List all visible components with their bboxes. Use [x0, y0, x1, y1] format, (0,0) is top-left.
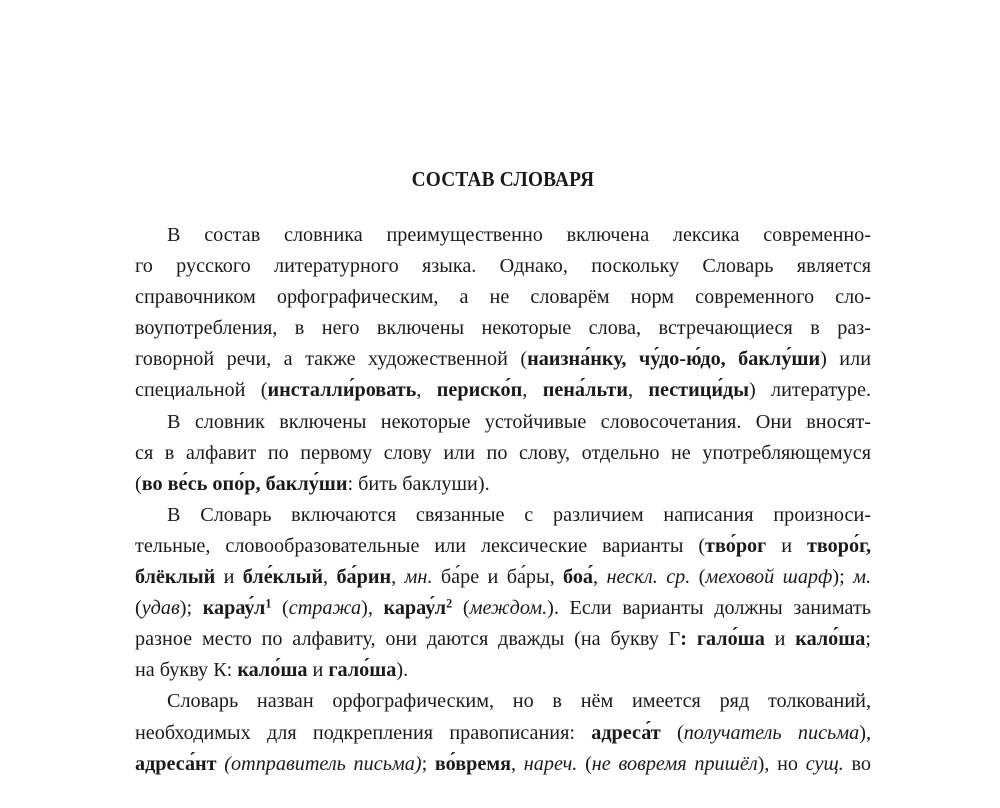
gloss: меховой шарф: [705, 566, 833, 589]
headword: пестици́ды: [648, 379, 749, 402]
gloss: удав: [141, 597, 180, 620]
headword: периско́п: [436, 379, 523, 402]
headword: адреса́нт: [135, 752, 217, 775]
text-line: адреса́нт (отправитель письма); во́время, нареч. (не вовремя пришёл), но сущ. во: [135, 752, 871, 775]
homonym-index: 1: [265, 596, 272, 611]
text-line: на букву К: кало́ша и гало́ша).: [135, 659, 409, 682]
paragraph-4: [135, 686, 871, 779]
text-line: воупотребления, в него включены некоторые слова, встречающиеся в раз-: [135, 317, 871, 340]
headword: карау́л: [383, 597, 447, 620]
grammar-note: нареч.: [523, 752, 578, 775]
text-line: тельные, словообразовательные или лексические варианты (тво́рог и творо́г,: [135, 534, 871, 557]
text-line: необходимых для подкрепления правописания: адреса́т (получатель письма),: [135, 721, 871, 744]
text-line: (удав); $карау́л^1$ (стража), $карау́л^2$ (междом.). Если варианты должны занимать: [135, 596, 871, 620]
headword: творо́г,: [806, 534, 871, 557]
page-title: СОСТАВ СЛОВАРЯ: [411, 167, 595, 191]
headword: во́время: [434, 752, 512, 775]
grammar-note: м.: [853, 566, 871, 589]
grammar-note: сущ.: [805, 752, 844, 775]
headword: инсталли́ровать: [267, 379, 417, 402]
headword: кало́ша: [795, 628, 866, 651]
gloss: не вовремя пришёл: [591, 752, 758, 775]
homonym-index: 2: [446, 596, 453, 611]
grammar-note: нескл. ср.: [606, 566, 691, 589]
gloss: (отправитель письма): [216, 752, 422, 775]
text-line: говорной речи, а также художественной (наизна́нку, чу́до-ю́до, баклу́ши) или: [135, 348, 871, 371]
text-line: Словарь назван орфографическим, но в нём имеется ряд толкований,: [167, 690, 871, 713]
headword: карау́л: [202, 597, 266, 620]
paragraph-1: [135, 220, 871, 407]
text-line: справочником орфографическим, а не словарём норм современного сло-: [135, 286, 871, 309]
grammar-note: междом.: [469, 597, 548, 620]
headword: : гало́ша: [680, 628, 765, 651]
headword: боа́: [563, 566, 594, 589]
document-page: [135, 166, 871, 780]
text-line: В Словарь включаются связанные с различием написания произноси-: [167, 503, 871, 526]
headword: адреса́т: [591, 721, 661, 744]
headword: наизна́нку, чу́до-ю́до, баклу́ши: [527, 348, 821, 371]
headword: во ве́сь опо́р, баклу́ши: [141, 472, 348, 495]
gloss: получатель письма: [683, 721, 860, 744]
headword: пена́льти: [542, 379, 628, 402]
headword: ба́рин: [336, 566, 392, 589]
headword: блёклый: [135, 566, 216, 589]
headword: бле́клый: [242, 566, 324, 589]
paragraph-2: [135, 407, 871, 500]
text-line: блёклый и бле́клый, ба́рин, мн. ба́ре и ба́ры, боа́, нескл. ср. (меховой шарф); м.: [135, 566, 871, 589]
text-line: В состав словника преимущественно включена лексика современно-: [167, 224, 871, 246]
text-line: го русского литературного языка. Однако, поскольку Словарь является: [135, 255, 871, 278]
grammar-note: мн.: [404, 566, 433, 589]
text-line: разное место по алфавиту, они даются дважды (на букву Г: гало́ша и кало́ша;: [135, 628, 872, 651]
text-line: ся в алфавит по первому слову или по слову, отдельно не употребляющемуся: [135, 441, 871, 464]
text-line: (во ве́сь опо́р, баклу́ши: бить баклуши).: [135, 472, 490, 495]
headword: кало́ша: [237, 659, 308, 682]
headword: тво́рог: [705, 534, 767, 557]
text-line: специальной (инсталли́ровать, периско́п, пена́льти, пестици́ды) литературе.: [135, 379, 871, 402]
paragraph-3: [135, 500, 871, 687]
headword: гало́ша: [328, 659, 397, 682]
gloss: стража: [288, 597, 362, 620]
text-line: В словник включены некоторые устойчивые словосочетания. Они вносят-: [167, 410, 871, 433]
